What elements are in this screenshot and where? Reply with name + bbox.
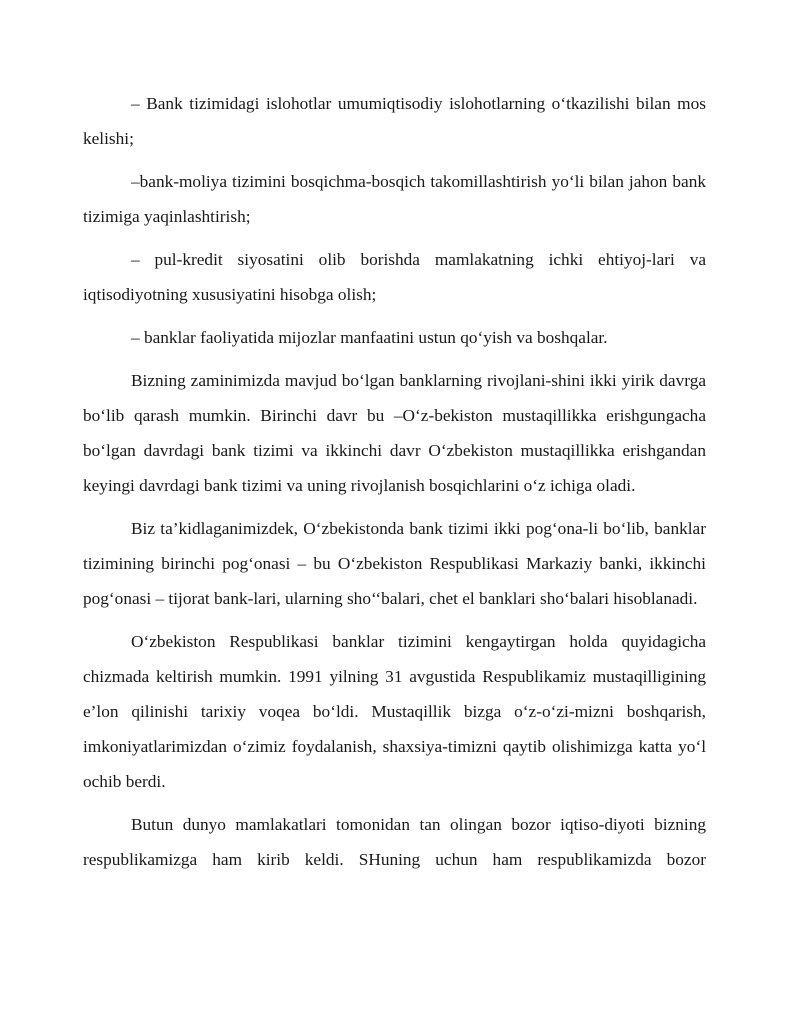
paragraph: – banklar faoliyatida mijozlar manfaatini ustun qo‘yish va boshqalar. xyxy=(131,328,608,347)
paragraph: – Bank tizimidagi islohotlar umumiqtisodiy islohotlarning o‘tkazilishi bilan mos kelishi; xyxy=(83,94,706,148)
paragraph: O‘zbekiston Respublikasi banklar tizimini kengaytirgan holda quyidagicha chizmada keltirish mumkin. 1991 yilning 31 avgustida Respublikamiz mustaqilligining e’lon qilinishi tarixiy voqea bo‘ldi. Mustaqillik bizga o‘z-o‘zi-mizni boshqarish, imkoniyatlarimizdan o‘zimiz foydalanish, shaxsiya-timizni qaytib olishimizga katta yo‘l ochib berdi. xyxy=(83,632,706,791)
document-page xyxy=(83,86,706,877)
paragraph: –bank-moliya tizimini bosqichma-bosqich takomillashtirish yo‘li bilan jahon bank tizimiga yaqinlashtirish; xyxy=(83,172,706,226)
paragraph: – pul-kredit siyosatini olib borishda mamlakatning ichki ehtiyoj-lari va iqtisodiyotning xususiyatini hisobga olish; xyxy=(83,250,706,304)
paragraph: Biz ta’kidlaganimizdek, O‘zbekistonda bank tizimi ikki pog‘ona-li bo‘lib, banklar tizimining birinchi pog‘onasi – bu O‘zbekiston Respublikasi Markaziy banki, ikkinchi pog‘onasi – tijorat bank-lari, ularning sho‘‘balari, chet el banklari sho‘balari hisoblanadi. xyxy=(83,519,706,608)
paragraph: Bizning zaminimizda mavjud bo‘lgan banklarning rivojlani-shini ikki yirik davrga bo‘lib qarash mumkin. Birinchi davr bu –O‘z-bekiston mustaqillikka erishgungacha bo‘lgan davrdagi bank tizimi va ikkinchi davr O‘zbekiston mustaqillikka erishgandan keyingi davrdagi bank tizimi va uning rivojlanish bosqichlarini o‘z ichiga oladi. xyxy=(83,371,706,495)
paragraph: Butun dunyo mamlakatlari tomonidan tan olingan bozor iqtiso-diyoti bizning respublikamizga ham kirib keldi. SHuning uchun ham respublikamizda bozor xyxy=(83,815,706,869)
